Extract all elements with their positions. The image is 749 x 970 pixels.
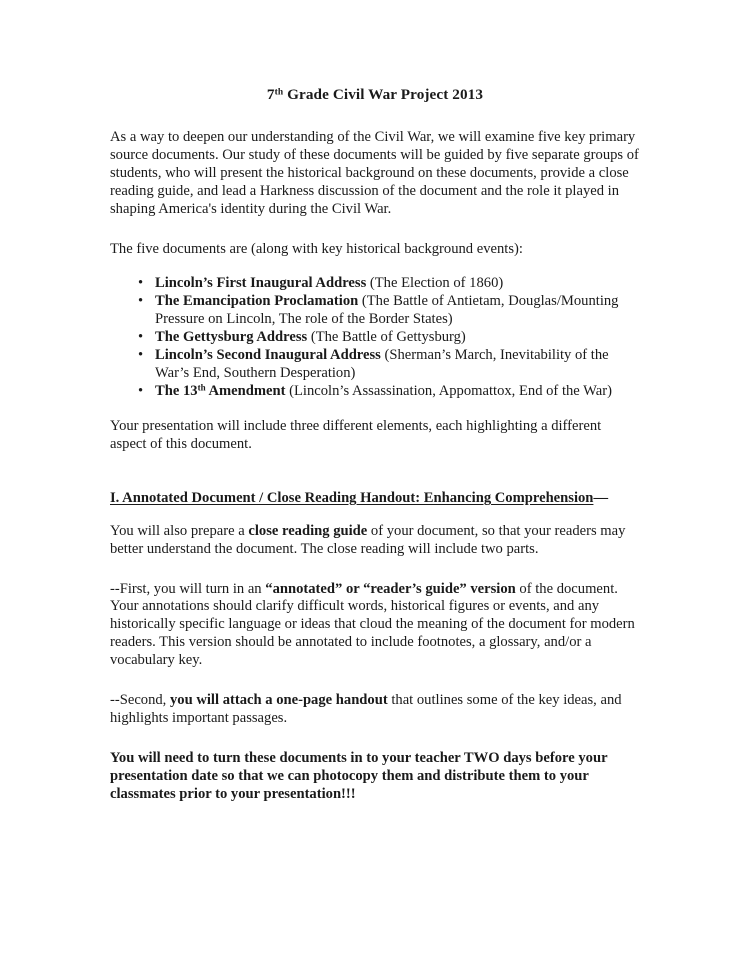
spacer (110, 401, 640, 418)
list-item-title: Lincoln’s First Inaugural Address (155, 275, 367, 292)
list-item (110, 293, 640, 329)
list-item-title: The Emancipation Proclamation (155, 293, 359, 310)
section-one-heading (110, 490, 640, 508)
section-one-body-after: of your document, so that your readers may better understand the document. The close reading will include two parts. (110, 522, 626, 557)
spacer (110, 728, 640, 750)
first-part-lead: --First, you will turn in an (110, 580, 266, 597)
list-item-detail: (Lincoln’s Assassination, Appomattox, End of the War) (285, 382, 612, 399)
spacer (110, 219, 640, 241)
second-part-lead: --Second, (110, 692, 170, 709)
list-item-title-suffix: Amendment (205, 382, 286, 399)
bullet-icon: • (138, 275, 144, 292)
title-rest: Grade Civil War Project 2013 (283, 86, 484, 103)
bullet-icon: • (138, 293, 144, 310)
documents-list (110, 275, 640, 400)
list-item-detail: (The Election of 1860) (366, 275, 504, 292)
section-one-body-emphasis: close reading guide (248, 522, 368, 539)
title-superscript: th (274, 87, 284, 98)
list-item-detail: (The Battle of Gettysburg) (307, 329, 466, 346)
first-part-rest: of the document. Your annotations should clarify difficult words, historical figures or events, and any historically specific language or ideas that cloud the meaning of the document for modern readers. This version should be annotated to include footnotes, a glossary, and/or a vocabulary key. (110, 580, 635, 669)
bullet-icon: • (138, 382, 144, 399)
list-item (110, 275, 640, 293)
first-part-paragraph (110, 581, 640, 671)
bullet-icon: • (138, 329, 144, 346)
presentation-paragraph: Your presentation will include three different elements, each highlighting a different aspect of this document. (110, 417, 602, 452)
first-part-emphasis: “annotated” or “reader’s guide” version (265, 580, 516, 597)
second-part-paragraph (110, 692, 640, 728)
section-one-body-before: You will also prepare a (110, 522, 249, 539)
spacer (110, 454, 640, 476)
list-item-detail: (The Battle of Antietam, Douglas/Mounting Pressure on Lincoln, The role of the Border States) (155, 293, 619, 328)
title-prefix: 7 (266, 86, 275, 103)
section-one-heading-dash: — (593, 490, 609, 507)
list-item-detail: (Sherman’s March, Inevitability of the War’s End, Southern Desperation) (155, 347, 609, 381)
list-item (110, 347, 640, 383)
list-item-title: Lincoln’s Second Inaugural Address (155, 347, 381, 364)
section-one-body (110, 523, 640, 559)
second-part-rest: that outlines some of the key ideas, and highlights important passages. (110, 692, 622, 726)
list-item (110, 329, 640, 347)
spacer (110, 104, 640, 129)
list-item-title-prefix: The 13 (155, 382, 198, 399)
spacer (110, 258, 640, 275)
list-item (110, 383, 640, 401)
spacer (110, 559, 640, 581)
list-lead-in: The five documents are (along with key historical background events): (110, 240, 523, 257)
intro-paragraph: As a way to deepen our understanding of the Civil War, we will examine five key primary source documents. Our study of these documents will be guided by five separate groups of students, who will present the historical background on these documents, provide a close reading guide, and lead a Harkness discussion of the document and the role it played in shaping America's identity during the Civil War. (110, 129, 639, 217)
section-one-heading-text: I. Annotated Document / Close Reading Handout: Enhancing Comprehension (110, 490, 594, 507)
closing-notice: You will need to turn these documents in to your teacher TWO days before your presentation date so that we can photocopy them and distribute them to your classmates prior to your presentation!!! (110, 749, 608, 802)
page-title (110, 86, 640, 104)
second-part-emphasis: you will attach a one-page handout (169, 692, 388, 709)
list-item-title-superscript: th (197, 382, 206, 393)
bullet-icon: • (138, 347, 144, 364)
spacer (110, 670, 640, 692)
document-body (110, 86, 640, 804)
list-item-title: The Gettysburg Address (155, 329, 308, 346)
